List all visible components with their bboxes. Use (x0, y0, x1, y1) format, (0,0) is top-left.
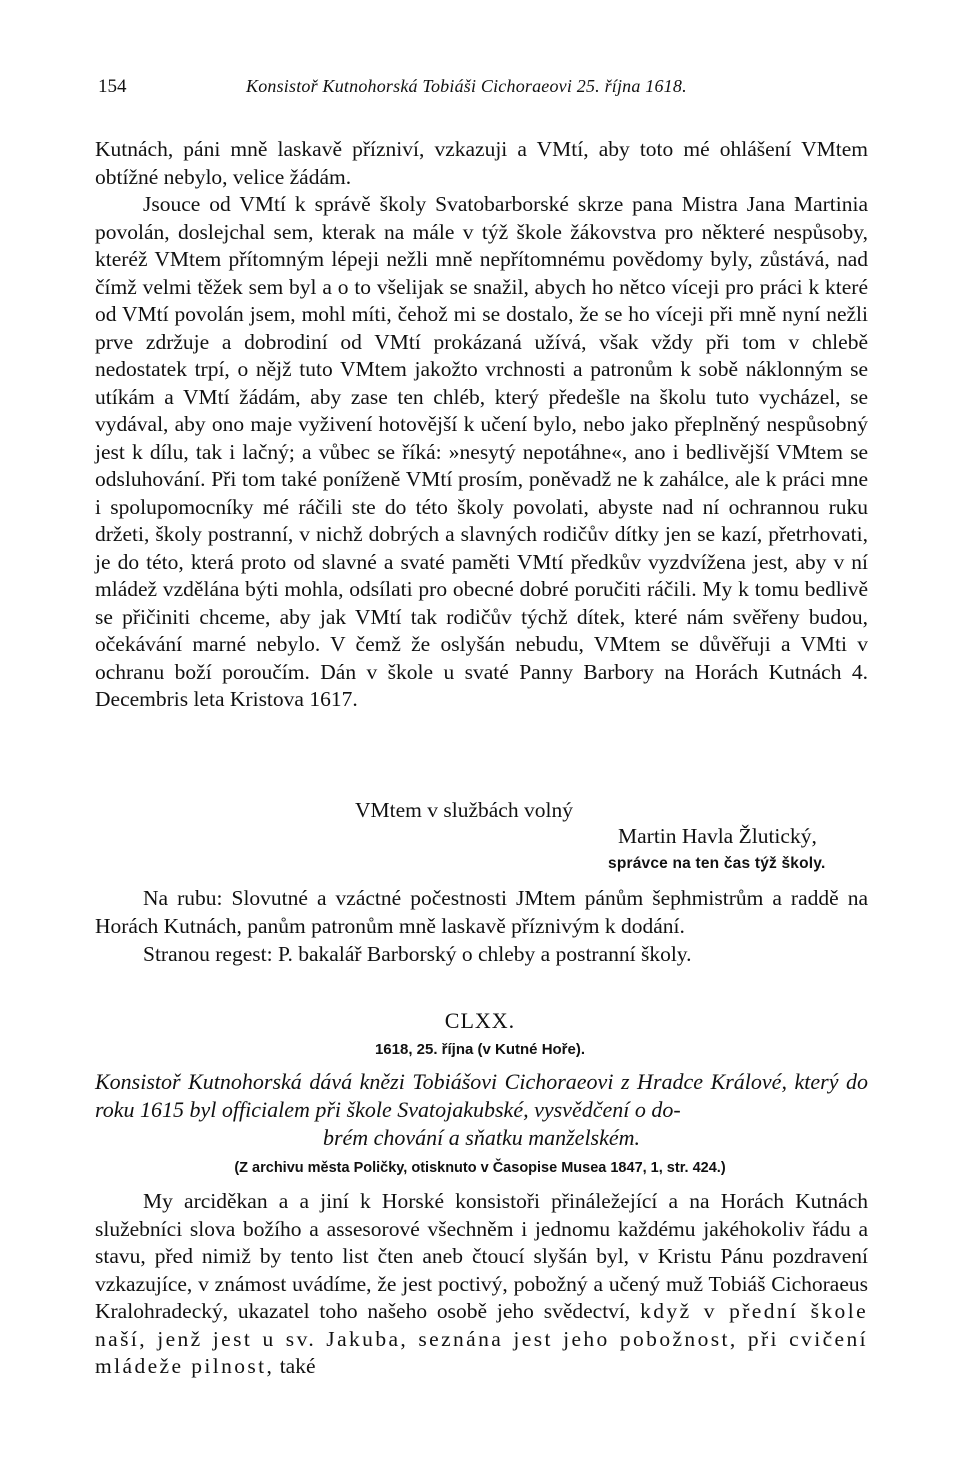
page-header (98, 76, 868, 100)
page-number: 154 (98, 76, 127, 97)
letter-paragraph-2-text: Jsouce od VMtí k správě školy Svatobarborské skrze pana Mistra Jana Martinia povolán, doslejchal sem, kterak na mále v týž škole žákovstva pro některé nespůsoby, kteréž VMtem přítomným lépeji nežli mně nepřítomnému povědomy byly, zůstává, nad čímž velmi těžek sem byl a o to všelijak se snažil, abych ho nětco víceji pro práci k které od VMtí povolán jsem, mohl míti, čehož mi se dostalo, že se ho víceji při mně nyní nežli prve zdržuje a dobrodiní od VMtí prokázaná užívá, však vždy při tom v chlebě nedostatek trpí, o nějž tuto VMtem jakožto vrchnosti a patronům k sobě náklonným se utíkám a VMtí žádám, aby zase ten chléb, který předešle na školu tuto vycházel, se vydával, aby ono maje vyživení hotovější k učení bylo, nebo jako přeplněný nespůsobný jest k dílu, tak i lačný; a vůbec se říká: »nesytý nepotáhne«, ano i bedlivější VMtem se odsluhování. Při tom také poníženě VMtí prosím, poněvadž ne k zahálce, ale k práci mne i spolupomocníky mé ráčili ste do této školy povolati, abyste nad ní ochrannou ruku držeti, školy postranní, v nichž dobrých a slavných rodičův dítky jen se kazí, přetrhovati, je do této, která proto od slavné a svaté paměti VMtí předkův vyzdvížena jest, aby v ní mládež vzdělána býti mohla, odsílati pro obecné dobré poručiti ráčili. My k tomu bedlivě se přičiniti chceme, aby jak VMtí tak rodičův týchž dítek, které nám svěřeny budou, očekávání marné nebylo. V čemž že oslyšán nebudu, VMtem se důvěřuji a VMti v ochranu boží poroučím. Dán v škole u svaté Panny Barbory na Horách Kutnách 4. Decembris leta Kristova 1617. (95, 192, 868, 711)
summary-main: Konsistoř Kutnohorská dává knězi Tobiášovi Cichoraeovi z Hradce Králové, který do roku 1615 byl officialem při škole Svatojakubské, vysvědčení o do- (95, 1069, 868, 1122)
paragraph-start: My arciděkan a a jiní k Horské konsistoři přináležející a na Horách Kutnách služebníci slova božího a assesorové všechněm i jednomu každému jakéhokoliv řádu a stavu, před nimiž by tento list čten aneb čtoucí slyšán byl, v Kristu Pánu pozdravení vzkazujíce, v známost uvádíme, že jest poctivý, pobožný a učený muž Tobiáš Cichoraeus Kralohradecký, ukazatel toho našeho osobě jeho svědectví, (95, 1189, 868, 1323)
signature-role: správce na ten čas týž školy. (608, 855, 826, 872)
document-paragraph (95, 1188, 868, 1381)
endorsement-notes (95, 884, 868, 968)
document-summary (95, 1068, 868, 1152)
summary-last-line: brém chování a sňatku manželském. (322, 1125, 641, 1150)
spaced-emphasis: když v přední škole naší, jenž jest u sv. Jakuba, seznána jest jeho pobožnost, při cvičení mládeže pilnost, (95, 1299, 869, 1378)
letter-paragraph-2 (95, 191, 868, 714)
running-head: Konsistoř Kutnohorská Tobiáši Cichoraeovi 25. října 1618. (246, 76, 687, 96)
regest-note: Stranou regest: P. bakalář Barborský o chleby a postranní školy. (143, 942, 692, 966)
document-date: 1618, 25. října (v Kutné Hoře). (374, 1041, 586, 1058)
closing-formula: VMtem v službách volný (355, 798, 573, 822)
letter-paragraph-1-text: Kutnách, páni mně laskavě přízniví, vzkazuji a VMtí, aby toto mé ohlášení VMtem obtížné nebylo, velice žádám. (95, 137, 868, 189)
letter-paragraph-1 (95, 136, 868, 191)
document-number: CLXX. (444, 1008, 516, 1033)
document-paragraph-text (95, 1188, 868, 1381)
signature-name: Martin Havla Žlutický, (618, 824, 817, 848)
rubu-note: Na rubu: Slovutné a vzáctné počestnosti JMtem pánům šephmistrům a raddě na Horách Kutnách, panům patronům mně laskavě příznivým k dodání. (95, 886, 868, 938)
source-note: (Z archivu města Poličky, otisknuto v Časopise Musea 1847, 1, str. 424.) (234, 1160, 726, 1176)
paragraph-end: také (279, 1354, 316, 1378)
